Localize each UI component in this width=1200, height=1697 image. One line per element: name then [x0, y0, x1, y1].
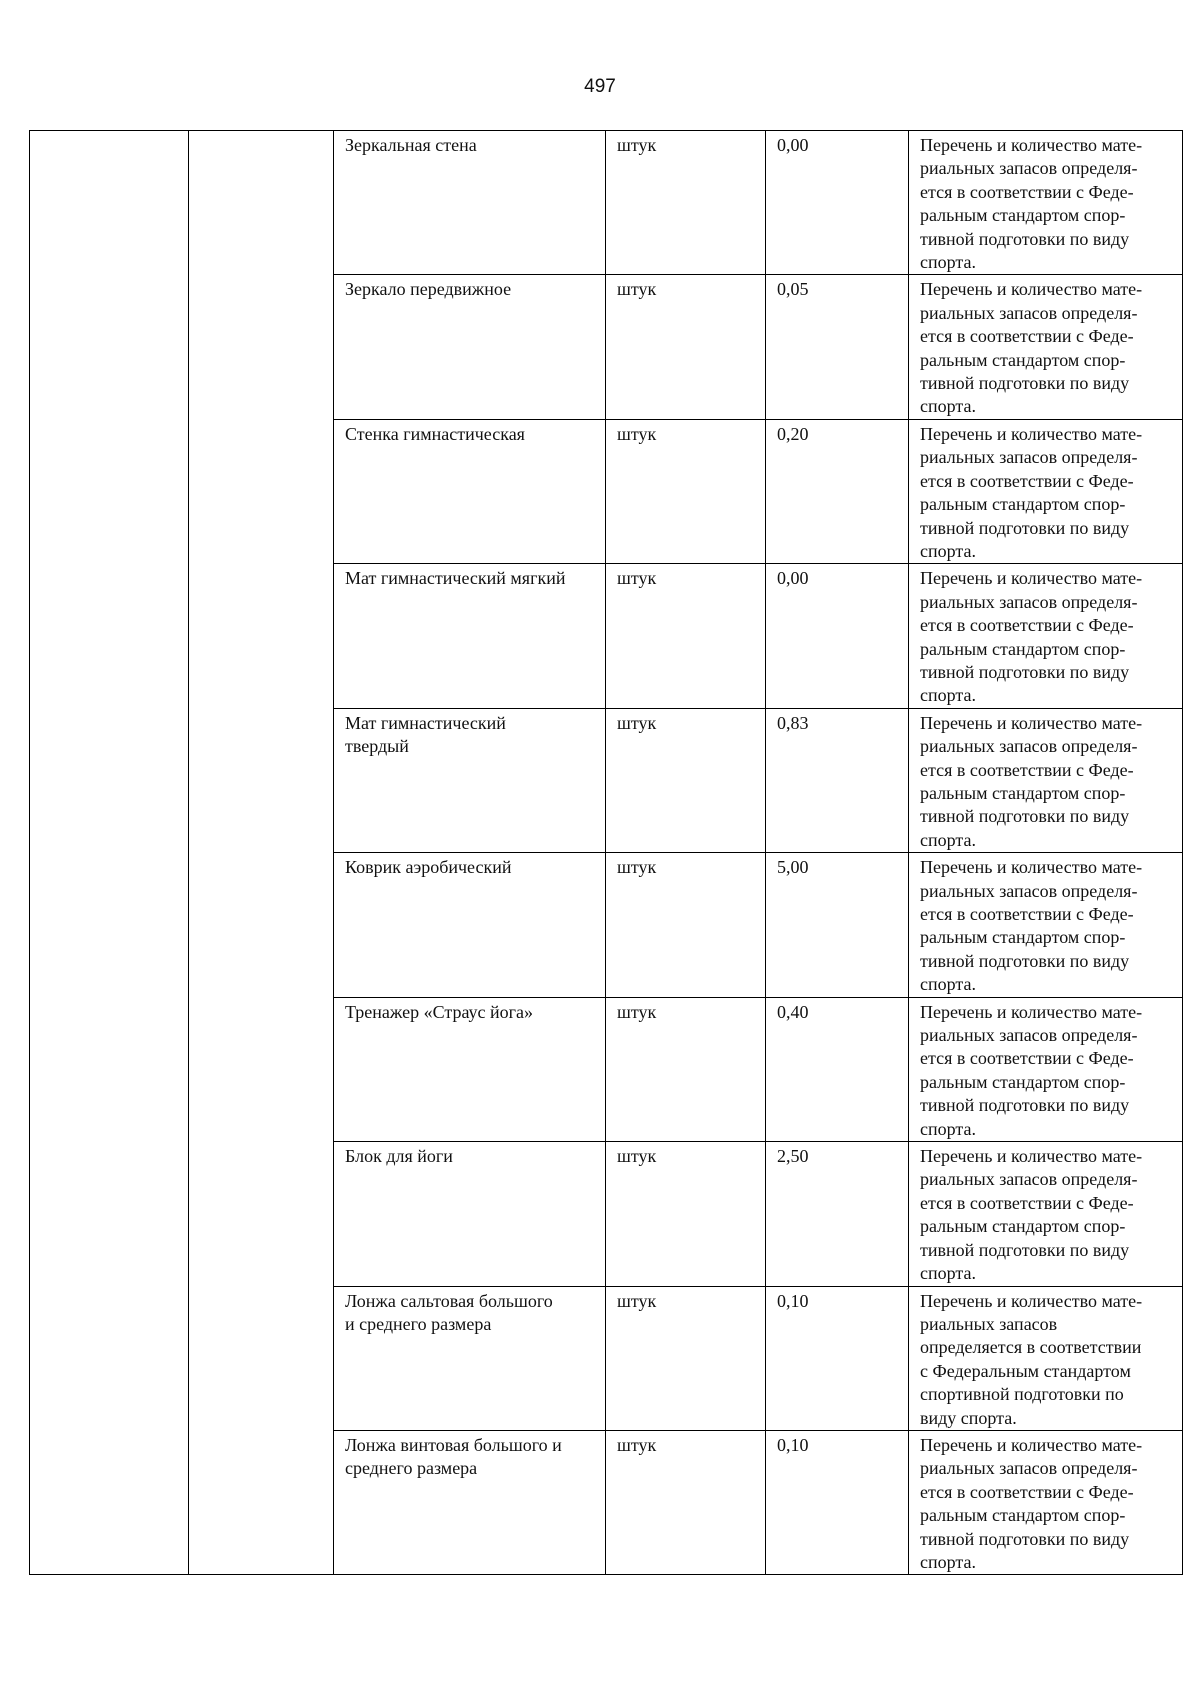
- item-note: Перечень и количество мате- риальных запасов определяется в соответствии с Федеральным стандартом спортивной подготовки по виду спорта.: [920, 1290, 1143, 1428]
- item-name: Тренажер «Страус йога»: [345, 1001, 534, 1022]
- item-name-cell: [334, 1142, 606, 1286]
- item-quantity: 0,00: [777, 135, 809, 155]
- item-quantity: 0,00: [777, 568, 809, 589]
- quantity-cell: [766, 708, 909, 852]
- equipment-table: [29, 130, 1183, 1575]
- item-name-cell: [334, 131, 606, 275]
- item-quantity: 0,20: [777, 423, 809, 444]
- item-unit: штук: [617, 568, 657, 589]
- note-cell: [909, 997, 1183, 1141]
- item-note: Перечень и количество мате- риальных запасов определя- ется в соответствии с Феде- ральным стандартом спор- тивной подготовки по виду спорта.: [920, 279, 1143, 417]
- item-name-cell: [334, 708, 606, 852]
- quantity-cell: [766, 853, 909, 997]
- item-unit: штук: [617, 279, 657, 300]
- item-unit: штук: [617, 712, 657, 733]
- quantity-cell: [766, 1286, 909, 1430]
- item-note: Перечень и количество мате- риальных запасов определя- ется в соответствии с Феде- ральным стандартом спор- тивной подготовки по виду спорта.: [920, 423, 1143, 561]
- quantity-cell: [766, 1430, 909, 1574]
- item-unit: штук: [617, 1146, 657, 1167]
- item-unit: штук: [617, 1001, 657, 1022]
- item-note: Перечень и количество мате- риальных запасов определя- ется в соответствии с Феде- ральным стандартом спор- тивной подготовки по виду спорта.: [920, 135, 1143, 273]
- item-quantity: 0,10: [777, 1434, 809, 1455]
- note-cell: [909, 708, 1183, 852]
- item-note: Перечень и количество мате- риальных запасов определя- ется в соответствии с Феде- ральным стандартом спор- тивной подготовки по виду спорта.: [920, 1146, 1143, 1284]
- item-quantity: 5,00: [777, 857, 809, 878]
- unit-cell: [606, 1142, 766, 1286]
- item-name-cell: [334, 853, 606, 997]
- quantity-cell: [766, 419, 909, 563]
- item-name: Лонжа сальтовая большого и среднего размера: [345, 1290, 553, 1334]
- item-name-cell: [334, 997, 606, 1141]
- merged-empty-cell: [189, 131, 334, 1575]
- item-unit: штук: [617, 857, 657, 878]
- item-name: Мат гимнастический твердый: [345, 712, 506, 757]
- item-note: Перечень и количество мате- риальных запасов определя- ется в соответствии с Феде- ральным стандартом спор- тивной подготовки по виду спорта.: [920, 1434, 1143, 1572]
- item-name-cell: [334, 1286, 606, 1430]
- note-cell: [909, 1430, 1183, 1574]
- page-number: 497: [584, 76, 616, 97]
- item-name-cell: [334, 1430, 606, 1574]
- note-cell: [909, 131, 1183, 275]
- item-unit: штук: [617, 1290, 657, 1311]
- item-name-cell: [334, 564, 606, 708]
- item-name: Блок для йоги: [345, 1146, 453, 1167]
- item-unit: штук: [617, 1434, 657, 1455]
- note-cell: [909, 1142, 1183, 1286]
- merged-empty-cell: [30, 131, 189, 1575]
- item-name: Мат гимнастический мягкий: [345, 568, 566, 589]
- item-note: Перечень и количество мате- риальных запасов определя- ется в соответствии с Феде- ральным стандартом спор- тивной подготовки по виду спорта.: [920, 1001, 1143, 1139]
- note-cell: [909, 564, 1183, 708]
- table-body: [30, 131, 1183, 1575]
- item-unit: штук: [617, 423, 657, 444]
- item-name: Коврик аэробический: [345, 857, 512, 878]
- item-note: Перечень и количество мате- риальных запасов определя- ется в соответствии с Феде- ральным стандартом спор- тивной подготовки по виду спорта.: [920, 568, 1143, 706]
- item-quantity: 2,50: [777, 1146, 809, 1167]
- unit-cell: [606, 419, 766, 563]
- item-name-cell: [334, 275, 606, 419]
- quantity-cell: [766, 997, 909, 1141]
- item-unit: штук: [617, 135, 657, 155]
- item-note: Перечень и количество мате- риальных запасов определя- ется в соответствии с Феде- ральным стандартом спор- тивной подготовки по виду спорта.: [920, 712, 1143, 850]
- quantity-cell: [766, 1142, 909, 1286]
- item-note: Перечень и количество мате- риальных запасов определя- ется в соответствии с Феде- ральным стандартом спор- тивной подготовки по виду спорта.: [920, 857, 1143, 995]
- unit-cell: [606, 1286, 766, 1430]
- quantity-cell: [766, 275, 909, 419]
- table-row: [30, 131, 1183, 275]
- item-name-cell: [334, 419, 606, 563]
- note-cell: [909, 419, 1183, 563]
- item-name: Зеркало передвижное: [345, 279, 512, 300]
- item-name: Зеркальная стена: [345, 135, 477, 155]
- item-quantity: 0,40: [777, 1001, 809, 1022]
- item-quantity: 0,83: [777, 712, 809, 733]
- quantity-cell: [766, 564, 909, 708]
- unit-cell: [606, 564, 766, 708]
- unit-cell: [606, 131, 766, 275]
- unit-cell: [606, 275, 766, 419]
- unit-cell: [606, 708, 766, 852]
- item-quantity: 0,10: [777, 1290, 809, 1311]
- item-name: Лонжа винтовая большого и среднего размера: [345, 1434, 562, 1479]
- note-cell: [909, 853, 1183, 997]
- item-quantity: 0,05: [777, 279, 809, 300]
- note-cell: [909, 1286, 1183, 1430]
- note-cell: [909, 275, 1183, 419]
- item-name: Стенка гимнастическая: [345, 423, 525, 444]
- quantity-cell: [766, 131, 909, 275]
- unit-cell: [606, 853, 766, 997]
- unit-cell: [606, 1430, 766, 1574]
- unit-cell: [606, 997, 766, 1141]
